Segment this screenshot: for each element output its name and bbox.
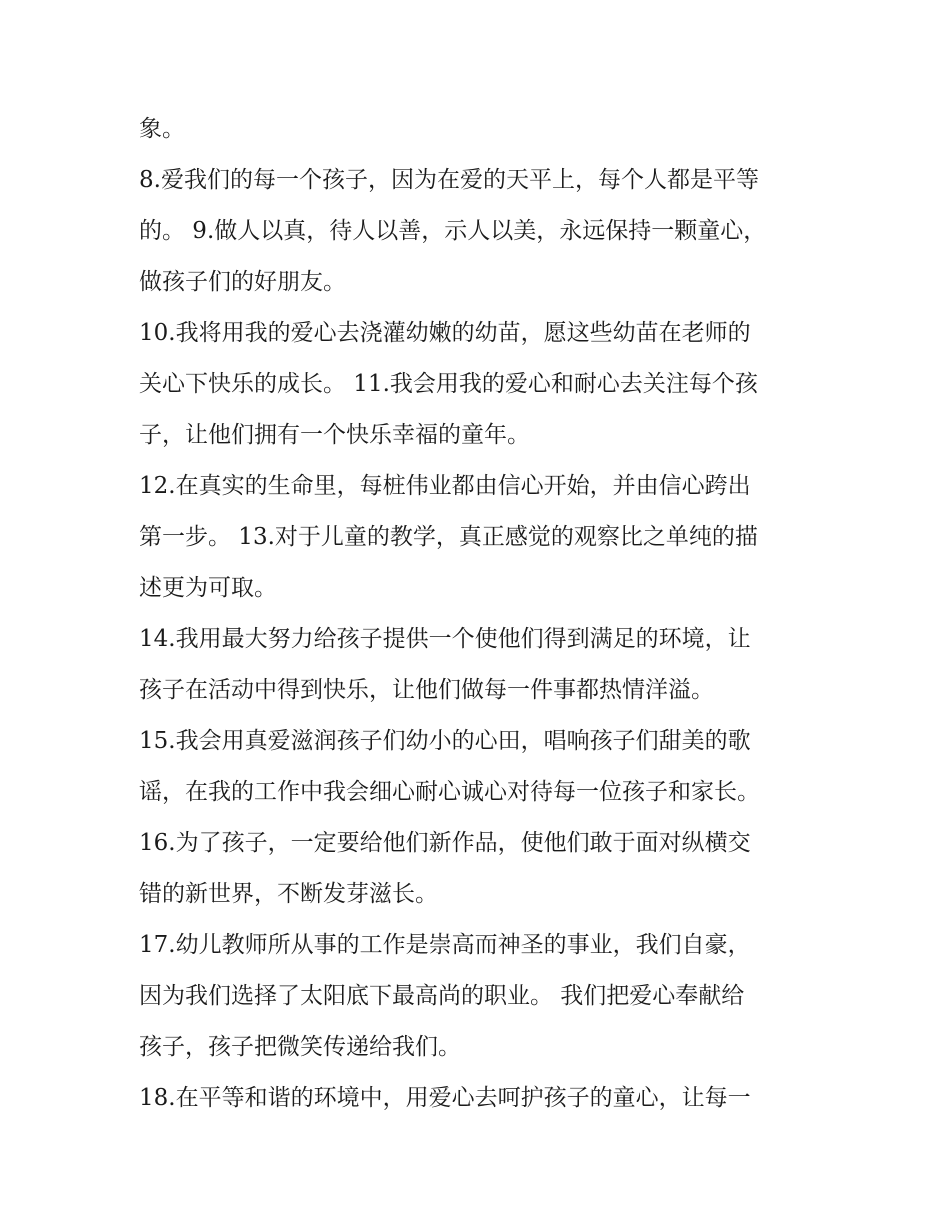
text-line-14: 谣，在我的工作中我会细心耐心诚心对待每一位孩子和家长。 [139, 779, 760, 805]
text-line-15: 16.为了孩子，一定要给他们新作品，使他们敢于面对纵横交 [139, 830, 751, 856]
text-line-12: 孩子在活动中得到快乐，让他们做每一件事都热情洋溢。 [139, 677, 714, 703]
text-line-3: 的。 9.做人以真，待人以善，示人以美，永远保持一颗童心， [139, 218, 767, 244]
text-line-1: 象。 [139, 116, 185, 142]
text-line-20: 18.在平等和谐的环境中，用爱心去呵护孩子的童心，让每一 [139, 1085, 751, 1111]
text-line-7: 子，让他们拥有一个快乐幸福的童年。 [139, 422, 530, 448]
text-line-19: 孩子，孩子把微笑传递给我们。 [139, 1034, 461, 1060]
document-body [139, 104, 819, 1124]
text-line-10: 述更为可取。 [139, 575, 277, 601]
text-line-6: 关心下快乐的成长。 11.我会用我的爱心和耐心去关注每个孩 [139, 371, 758, 397]
text-line-9: 第一步。 13.对于儿童的教学，真正感觉的观察比之单纯的描 [139, 524, 758, 550]
text-line-8: 12.在真实的生命里，每桩伟业都由信心开始，并由信心跨出 [139, 473, 751, 499]
text-line-11: 14.我用最大努力给孩子提供一个使他们得到满足的环境，让 [139, 626, 751, 652]
text-line-17: 17.幼儿教师所从事的工作是崇高而神圣的事业，我们自豪， [139, 932, 751, 958]
text-line-2: 8.爱我们的每一个孩子，因为在爱的天平上，每个人都是平等 [139, 167, 759, 193]
text-line-4: 做孩子们的好朋友。 [139, 269, 346, 295]
text-line-13: 15.我会用真爱滋润孩子们幼小的心田，唱响孩子们甜美的歌 [139, 728, 751, 754]
text-line-16: 错的新世界，不断发芽滋长。 [139, 881, 438, 907]
text-line-5: 10.我将用我的爱心去浇灌幼嫩的幼苗，愿这些幼苗在老师的 [139, 320, 751, 346]
text-line-18: 因为我们选择了太阳底下最高尚的职业。 我们把爱心奉献给 [139, 983, 745, 1009]
